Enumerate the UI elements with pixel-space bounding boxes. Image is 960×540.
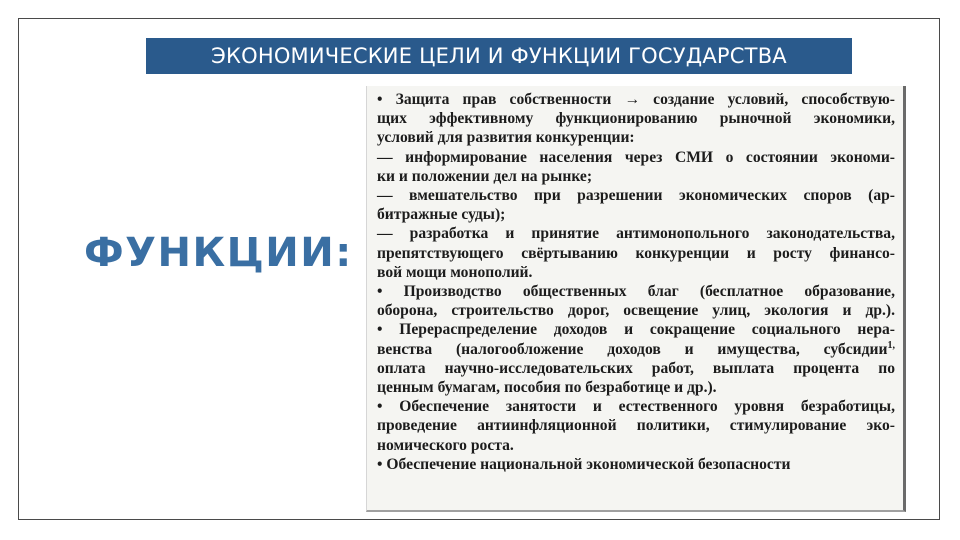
text-line: оборона, строительство дорог, освещение улиц, экология и др.). [377, 302, 895, 320]
text-line: венства (налогообложение доходов и имущества, субсидии [377, 340, 888, 358]
text-line: • Перераспределение доходов и сокращение социального нера- [377, 321, 895, 339]
text-line: оплата научно-исследовательских работ, выплата процента по [377, 359, 895, 377]
text-line: — информирование населения через СМИ о состоянии экономи- [377, 148, 895, 166]
text-line: — разработка и принятие антимонопольного законодательства, [377, 225, 895, 243]
text-line: • Обеспечение занятости и естественного уровня безработицы, [377, 398, 895, 416]
text-line: • Защита прав собственности → создание условий, способствую- [377, 91, 895, 108]
slide-title-text: ЭКОНОМИЧЕСКИЕ ЦЕЛИ И ФУНКЦИИ ГОСУДАРСТВА [211, 44, 787, 68]
text-line: ки и положении дел на рынке; [377, 167, 593, 185]
text-line: — вмешательство при разрешении экономических споров (ар- [377, 187, 895, 205]
text-line: • Обеспечение национальной экономической безопасности [377, 455, 791, 473]
text-line: ценным бумагам, пособия по безработице и др.). [377, 379, 717, 397]
text-line: щих эффективному функционированию рыночной экономики, [377, 110, 895, 128]
text-line: условий для развития конкуренции: [377, 129, 635, 147]
slide-title [146, 38, 852, 74]
text-line: препятствующего свёртыванию конкуренции и росту финансо- [377, 244, 895, 262]
text-line: проведение антиинфляционной политики, стимулирование эко- [377, 417, 895, 435]
text-line: • Производство общественных благ (бесплатное образование, [377, 283, 895, 301]
text-line: номического роста. [377, 436, 514, 454]
text-line: битражные суды); [377, 206, 506, 224]
footnote-mark: 1, [887, 339, 895, 351]
functions-heading: ФУНКЦИИ: [84, 230, 353, 276]
text-line-with-footnote [377, 340, 895, 359]
text-line: вой мощи монополий. [377, 263, 533, 281]
scanned-text-image [366, 86, 906, 512]
scanned-text-body [377, 90, 895, 474]
